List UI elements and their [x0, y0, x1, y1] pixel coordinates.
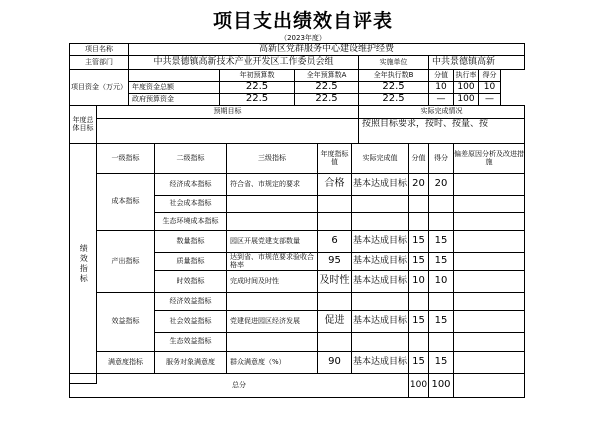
indicator-actual: 基本达成目标 [351, 252, 409, 271]
indicator-level3 [226, 292, 318, 311]
indicator-header: 得分 [428, 143, 454, 174]
indicator-level2: 社会效益指标 [154, 310, 227, 333]
indicator-level3 [226, 212, 318, 231]
report-title: 项目支出绩效自评表 [212, 10, 393, 32]
planned-goal-content [96, 118, 359, 144]
funds-row-name: 年度资金总额 [128, 81, 220, 94]
indicator-level3: 园区开展党建支部数量 [226, 230, 318, 253]
indicator-actual: 基本达成目标 [351, 230, 409, 253]
indicator-got [428, 332, 454, 352]
indicator-target: 合格 [317, 173, 352, 196]
indicator-score: 15 [408, 351, 429, 374]
indicator-deviation [453, 173, 525, 196]
indicator-header: 分值 [408, 143, 429, 174]
indicator-header: 实际完成值 [351, 143, 409, 174]
indicator-level3: 达到省、市规范要求验收合格率 [226, 252, 318, 271]
indicator-got: 20 [428, 173, 454, 196]
funds-label: 项目资金（万元） [69, 69, 129, 106]
indicator-header: 二级指标 [154, 143, 227, 174]
indicator-level1: 产出指标 [96, 230, 155, 293]
indicator-level2: 经济成本指标 [154, 173, 227, 196]
indicator-level1: 效益指标 [96, 292, 155, 352]
indicator-score [408, 212, 429, 231]
indicator-level2: 生态环境成本指标 [154, 212, 227, 231]
indicator-score: 15 [408, 230, 429, 253]
dept-label: 主管部门 [69, 55, 129, 70]
indicator-level3: 群众满意度（%） [226, 351, 318, 374]
funds-value: — [428, 93, 454, 106]
indicator-target [317, 332, 352, 352]
indicator-got: 15 [428, 351, 454, 374]
funds-value: 22.5 [294, 93, 359, 106]
indicator-actual: 基本达成目标 [351, 351, 409, 374]
indicator-actual [351, 332, 409, 352]
indicator-level2: 时效指标 [154, 270, 227, 293]
indicator-actual: 基本达成目标 [351, 173, 409, 196]
actual-goal-label: 实际完成情况 [358, 105, 525, 119]
indicator-deviation [453, 252, 525, 271]
funds-value: 100 [453, 81, 479, 94]
indicator-target [317, 292, 352, 311]
indicator-got [428, 195, 454, 213]
indicator-level2: 数量指标 [154, 230, 227, 253]
total-got: 100 [428, 373, 454, 398]
indicator-target: 95 [317, 252, 352, 271]
funds-value: 100 [453, 93, 479, 106]
indicator-deviation [453, 270, 525, 293]
indicator-deviation [453, 351, 525, 374]
indicator-level2: 质量指标 [154, 252, 227, 271]
indicator-target: 6 [317, 230, 352, 253]
indicator-level2: 经济效益指标 [154, 292, 227, 311]
project-name-value: 高新区党群服务中心建设维护经费 [128, 43, 525, 56]
indicator-header: 年度指标值 [317, 143, 352, 174]
funds-value: 22.5 [219, 93, 295, 106]
project-name-label: 项目名称 [69, 43, 129, 56]
indicator-level2: 服务对象满意度 [154, 351, 227, 374]
indicator-level3 [226, 195, 318, 213]
funds-header: 得分 [478, 69, 501, 82]
indicator-header: 三级指标 [226, 143, 318, 174]
funds-value: 22.5 [358, 93, 429, 106]
funds-value: 10 [428, 81, 454, 94]
dept-value: 中共景德镇高新技术产业开发区工作委员会组 [128, 55, 359, 70]
funds-value: 22.5 [358, 81, 429, 94]
indicator-actual: 基本达成目标 [351, 270, 409, 293]
indicator-level1: 满意度指标 [96, 351, 155, 374]
indicator-deviation [453, 230, 525, 253]
indicator-level3 [226, 332, 318, 352]
indicator-target [317, 212, 352, 231]
indicator-actual [351, 195, 409, 213]
indicator-score: 15 [408, 310, 429, 333]
indicator-header: 一级指标 [96, 143, 155, 174]
indicator-got [428, 292, 454, 311]
funds-header: 年初预算数 [219, 69, 295, 82]
indicator-header: 偏差原因分析及改进措施 [453, 143, 525, 174]
indicator-level3: 完成时间及时性 [226, 270, 318, 293]
report-year: （2023年度） [280, 34, 326, 42]
indicator-deviation [453, 292, 525, 311]
indicator-actual [351, 292, 409, 311]
indicator-actual [351, 212, 409, 231]
funds-header: 执行率 [453, 69, 479, 82]
total-score: 100 [408, 373, 429, 398]
indicator-deviation [453, 332, 525, 352]
impl-label: 实施单位 [358, 55, 429, 70]
indicator-level2: 社会成本指标 [154, 195, 227, 213]
indicator-level3: 党建促进园区经济发展 [226, 310, 318, 333]
funds-value: 22.5 [294, 81, 359, 94]
total-blank [453, 373, 525, 398]
funds-header: 全年预算数A [294, 69, 359, 82]
funds-row-name: 政府预算资金 [128, 93, 220, 106]
indicator-got: 15 [428, 252, 454, 271]
indicator-got [428, 212, 454, 231]
indicator-level2: 生态效益指标 [154, 332, 227, 352]
impl-value: 中共景德镇高新 [428, 55, 525, 70]
funds-value: 22.5 [219, 81, 295, 94]
funds-value: 10 [478, 81, 501, 94]
indicator-score: 20 [408, 173, 429, 196]
indicator-score [408, 292, 429, 311]
indicator-target: 促进 [317, 310, 352, 333]
indicator-deviation [453, 212, 525, 231]
indicator-target: 90 [317, 351, 352, 374]
indicator-got: 15 [428, 230, 454, 253]
funds-header: 分值 [428, 69, 454, 82]
indicator-actual: 基本达成目标 [351, 310, 409, 333]
evaluation-table [70, 44, 525, 409]
indicator-target: 及时性 [317, 270, 352, 293]
planned-goal-label: 预期目标 [96, 105, 359, 119]
indicator-level3: 符合省、市规定的要求 [226, 173, 318, 196]
indicator-deviation [453, 195, 525, 213]
actual-goal-content: 按照目标要求，按时、按量、按 [358, 118, 525, 144]
indicator-deviation [453, 310, 525, 333]
indicators-section-label: 绩效指标 [69, 143, 97, 384]
indicator-score: 10 [408, 270, 429, 293]
indicator-target [317, 195, 352, 213]
indicator-score: 15 [408, 252, 429, 271]
funds-value: — [478, 93, 501, 106]
total-label: 总分 [69, 373, 409, 398]
indicator-got: 15 [428, 310, 454, 333]
annual-goal-label: 年度总体目标 [69, 105, 97, 144]
indicator-score [408, 195, 429, 213]
indicator-got: 10 [428, 270, 454, 293]
indicator-level1: 成本指标 [96, 173, 155, 231]
indicator-score [408, 332, 429, 352]
funds-header: 全年执行数B [358, 69, 429, 82]
